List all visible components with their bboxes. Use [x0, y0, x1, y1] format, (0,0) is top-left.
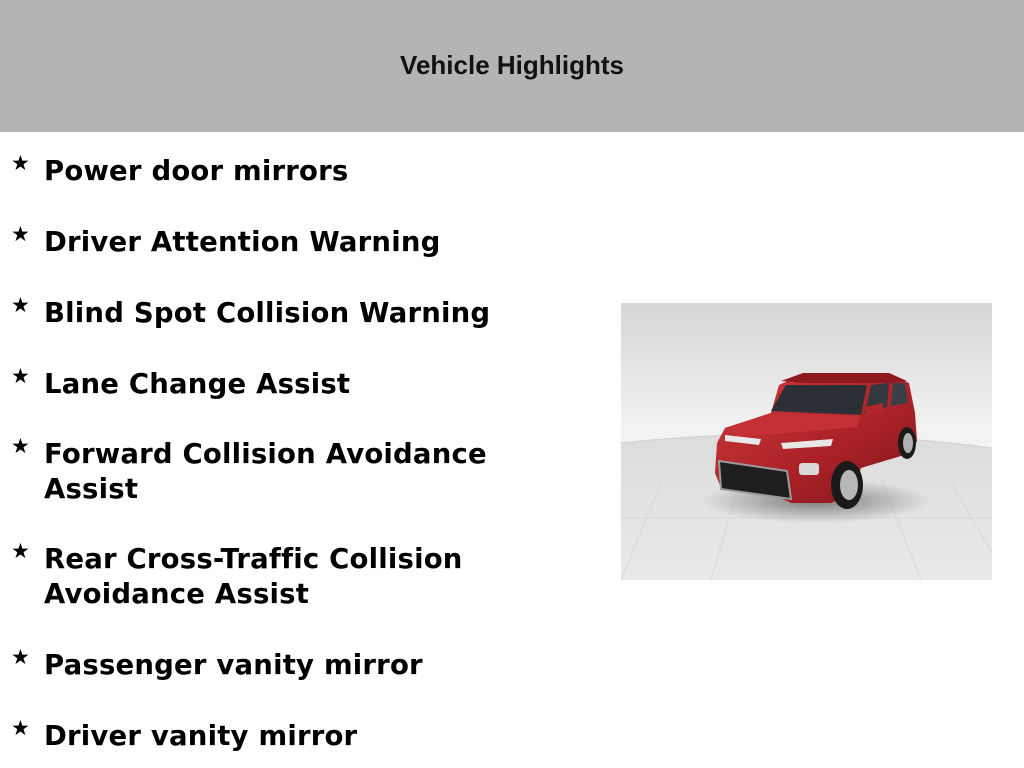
- vehicle-photo: [621, 303, 992, 580]
- star-icon: ★: [11, 222, 30, 246]
- star-icon: ★: [11, 364, 30, 388]
- feature-label: Power door mirrors: [44, 155, 349, 187]
- star-icon: ★: [11, 434, 30, 458]
- star-icon: ★: [11, 645, 30, 669]
- feature-label: Lane Change Assist: [44, 368, 351, 400]
- feature-label: Driver Attention Warning: [44, 226, 441, 258]
- star-icon: ★: [11, 539, 30, 563]
- feature-label: Forward Collision Avoidance Assist: [44, 438, 487, 505]
- header-banner: [0, 0, 1024, 132]
- feature-label: Blind Spot Collision Warning: [44, 297, 491, 329]
- feature-label: Driver vanity mirror: [44, 720, 358, 752]
- vehicle-illustration: [621, 303, 992, 580]
- star-icon: ★: [11, 716, 30, 740]
- star-icon: ★: [11, 293, 30, 317]
- page-title: Vehicle Highlights: [400, 49, 624, 80]
- feature-label: Passenger vanity mirror: [44, 649, 423, 681]
- star-icon: ★: [11, 151, 30, 175]
- feature-label: Rear Cross-Traffic Collision Avoidance Assist: [44, 543, 463, 610]
